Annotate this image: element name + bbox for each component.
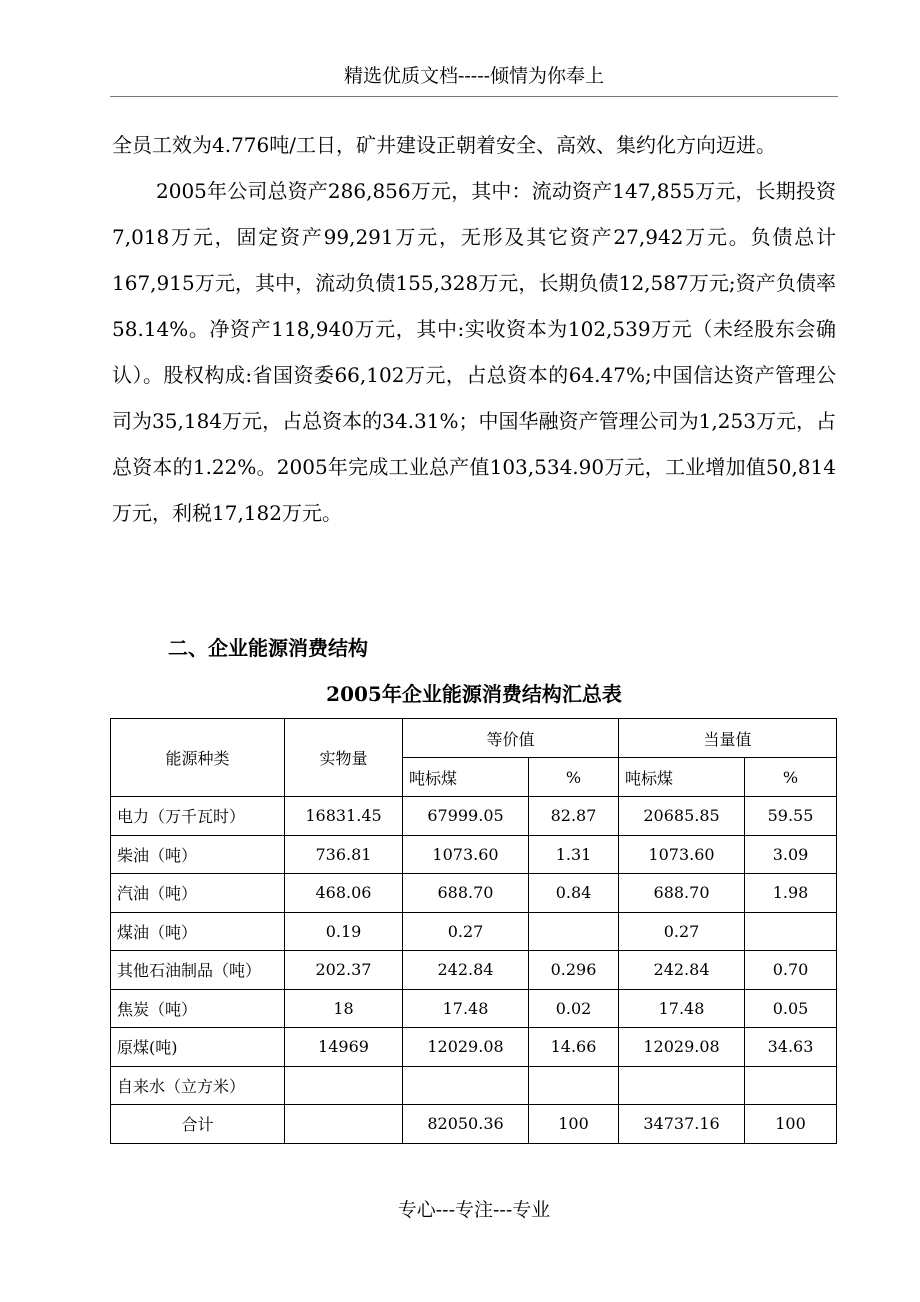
subheader-cal-pct: % [745,758,837,797]
table-title: 2005年企业能源消费结构汇总表 [326,682,622,706]
row-cal-pct: 3.09 [745,835,837,874]
total-eq-pct: 100 [529,1105,619,1144]
row-cal-tce: 0.27 [619,912,745,951]
header-energy-type: 能源种类 [111,719,285,797]
row-name: 柴油（吨） [111,835,285,874]
body-text [112,122,836,536]
row-name: 电力（万千瓦时） [111,797,285,836]
row-physical: 736.81 [285,835,403,874]
table-row [111,1066,837,1105]
row-eq-tce: 67999.05 [403,797,529,836]
row-cal-pct: 0.70 [745,951,837,990]
row-cal-tce: 242.84 [619,951,745,990]
header-equivalent-price: 等价值 [403,719,619,758]
row-cal-pct: 0.05 [745,989,837,1028]
row-cal-tce: 12029.08 [619,1028,745,1067]
row-eq-pct: 82.87 [529,797,619,836]
row-cal-tce: 688.70 [619,874,745,913]
paragraph-1: 全员工效为4.776吨/工日，矿井建设正朝着安全、高效、集约化方向迈进。 [112,133,776,157]
row-cal-tce: 1073.60 [619,835,745,874]
total-physical [285,1105,403,1144]
header-divider [110,96,838,97]
subheader-eq-tce: 吨标煤 [403,758,529,797]
table-total-row [111,1105,837,1144]
row-eq-pct [529,912,619,951]
row-physical: 16831.45 [285,797,403,836]
row-eq-pct: 14.66 [529,1028,619,1067]
row-physical: 202.37 [285,951,403,990]
row-cal-tce [619,1066,745,1105]
row-eq-tce: 12029.08 [403,1028,529,1067]
row-cal-pct: 1.98 [745,874,837,913]
section-heading: 二、企业能源消费结构 [168,636,368,660]
row-eq-pct: 1.31 [529,835,619,874]
row-name: 其他石油制品（吨） [111,951,285,990]
row-name: 煤油（吨） [111,912,285,951]
row-eq-tce: 242.84 [403,951,529,990]
page-footer: 专心---专注---专业 [397,1199,551,1221]
table-row [111,1028,837,1067]
page-header: 精选优质文档-----倾情为你奉上 [343,65,605,87]
row-physical: 0.19 [285,912,403,951]
table-row [111,951,837,990]
row-cal-pct [745,912,837,951]
row-name: 焦炭（吨） [111,989,285,1028]
table-row [111,874,837,913]
row-physical: 14969 [285,1028,403,1067]
row-eq-tce: 1073.60 [403,835,529,874]
header-equivalent-amount: 当量值 [619,719,837,758]
total-cal-pct: 100 [745,1105,837,1144]
row-name: 自来水（立方米） [111,1066,285,1105]
table-row [111,797,837,836]
row-cal-tce: 20685.85 [619,797,745,836]
energy-table [110,718,837,1144]
row-cal-pct: 34.63 [745,1028,837,1067]
total-name: 合计 [111,1105,285,1144]
table-header-row [111,719,837,758]
row-eq-tce: 17.48 [403,989,529,1028]
header-physical: 实物量 [285,719,403,797]
row-eq-tce: 688.70 [403,874,529,913]
subheader-cal-tce: 吨标煤 [619,758,745,797]
row-cal-pct: 59.55 [745,797,837,836]
table-row [111,912,837,951]
row-eq-pct: 0.296 [529,951,619,990]
row-eq-pct: 0.84 [529,874,619,913]
row-physical: 468.06 [285,874,403,913]
row-name: 原煤(吨) [111,1028,285,1067]
total-eq-tce: 82050.36 [403,1105,529,1144]
row-cal-tce: 17.48 [619,989,745,1028]
row-eq-tce: 0.27 [403,912,529,951]
row-eq-tce [403,1066,529,1105]
row-physical: 18 [285,989,403,1028]
row-physical [285,1066,403,1105]
subheader-eq-pct: % [529,758,619,797]
row-eq-pct: 0.02 [529,989,619,1028]
row-cal-pct [745,1066,837,1105]
table-row [111,989,837,1028]
total-cal-tce: 34737.16 [619,1105,745,1144]
paragraph-2: 2005年公司总资产286,856万元，其中：流动资产147,855万元，长期投资7,018万元，固定资产99,291万元，无形及其它资产27,942万元。负债总计167,915万元，其中，流动负债155,328万元，长期负债12,587万元;资产负债率58.14%。净资产118,940万元，其中:实收资本为102,539万元（未经股东会确认）。股权构成:省国资委66,102万元，占总资本的64.47%;中国信达资产管理公司为35,184万元，占总资本的34.31%；中国华融资产管理公司为1,253万元，占总资本的1.22%。2005年完成工业总产值103,534.90万元，工业增加值50,814万元，利税17,182万元。 [112,179,836,525]
row-eq-pct [529,1066,619,1105]
row-name: 汽油（吨） [111,874,285,913]
table-row [111,835,837,874]
